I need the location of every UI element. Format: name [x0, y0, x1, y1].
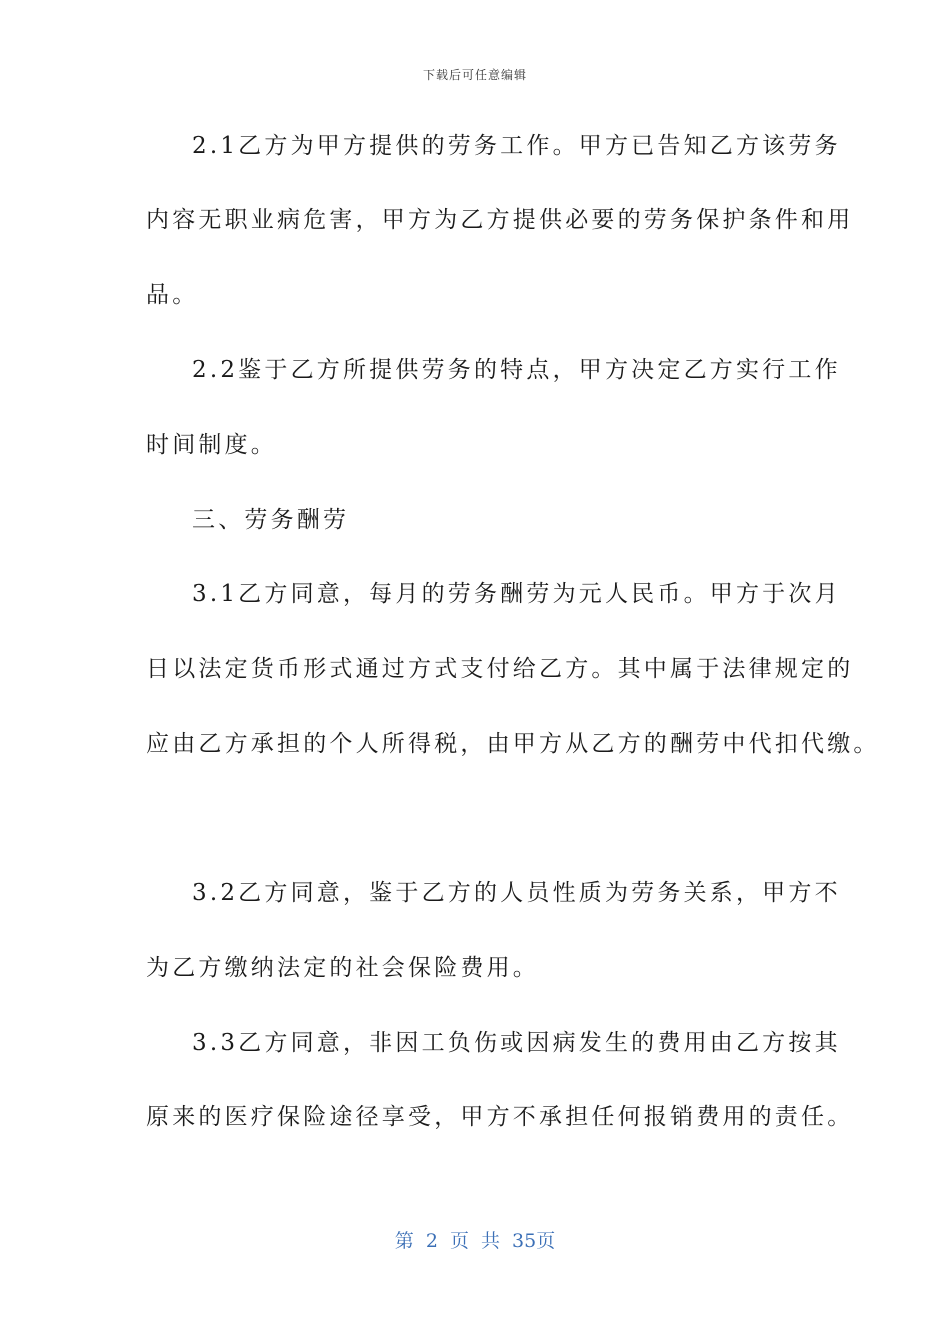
clause-3-2-line-1: 3.2乙方同意，鉴于乙方的人员性质为劳务关系，甲方不	[192, 880, 841, 906]
clause-2-1-line-3: 品。	[146, 282, 199, 308]
clause-3-3-line-1: 3.3乙方同意，非因工负伤或因病发生的费用由乙方按其	[192, 1030, 841, 1056]
clause-3-2-line-2: 为乙方缴纳法定的社会保险费用。	[146, 955, 539, 981]
clause-3-1-line-1: 3.1乙方同意，每月的劳务酬劳为元人民币。甲方于次月	[192, 581, 841, 607]
clause-2-1-line-2: 内容无职业病危害，甲方为乙方提供必要的劳务保护条件和用	[146, 207, 854, 233]
clause-2-1-line-1: 2.1乙方为甲方提供的劳务工作。甲方已告知乙方该劳务	[192, 133, 841, 159]
clause-3-3-line-2: 原来的医疗保险途径享受，甲方不承担任何报销费用的责任。	[146, 1104, 854, 1130]
section-heading-3: 三、劳务酬劳	[192, 507, 350, 533]
page-number-footer: 第 2 页 共 35页	[394, 1230, 556, 1252]
clause-3-1-line-3: 应由乙方承担的个人所得税，由甲方从乙方的酬劳中代扣代缴。	[146, 731, 880, 757]
clause-2-2-line-1: 2.2鉴于乙方所提供劳务的特点，甲方决定乙方实行工作	[192, 357, 841, 383]
clause-3-1-line-2: 日以法定货币形式通过方式支付给乙方。其中属于法律规定的	[146, 656, 854, 682]
page-header: 下载后可任意编辑	[422, 68, 527, 82]
clause-2-2-line-2: 时间制度。	[146, 432, 277, 458]
